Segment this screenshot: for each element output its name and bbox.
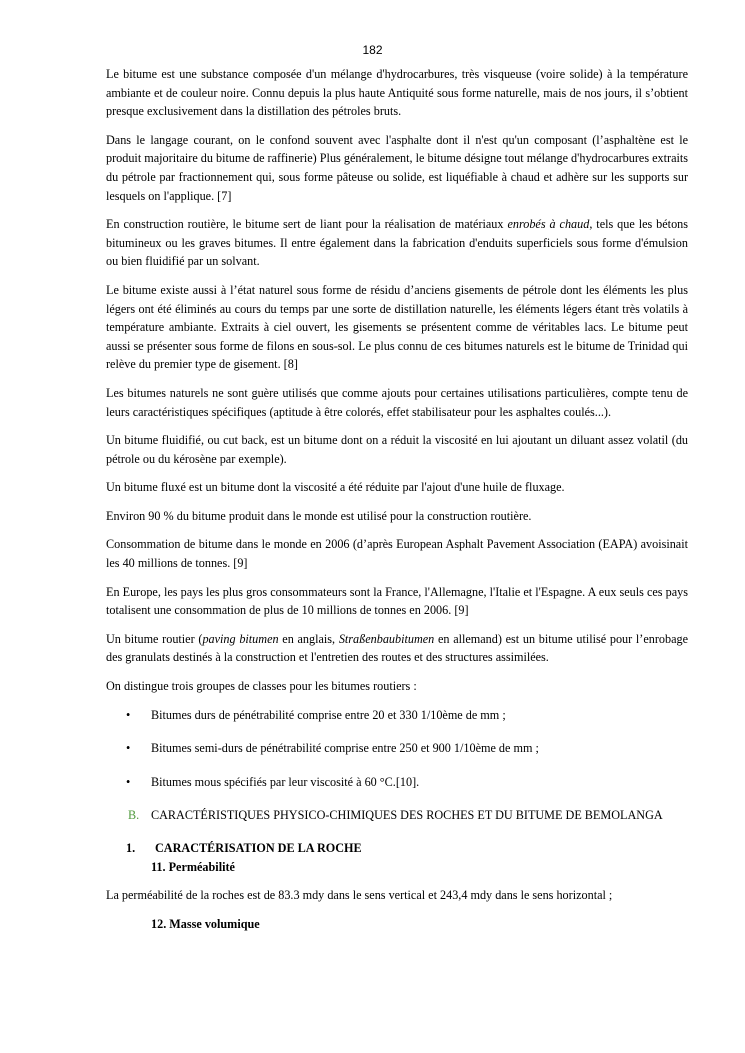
italic-term: enrobés à chaud xyxy=(507,217,590,232)
text: En construction routière, le bitume sert de liant pour la réalisation de matériaux xyxy=(106,217,508,232)
list-item xyxy=(106,773,688,792)
paragraph-construction xyxy=(106,215,688,271)
section-number: 1. xyxy=(126,841,136,855)
bullet-icon: • xyxy=(126,774,131,789)
bullet-icon: • xyxy=(126,741,131,756)
text: en allemand) est un bitume utilisé pour l’enrobage des granulats destinés à la construction et l'entretien des routes et des structures assimilées. xyxy=(106,631,689,665)
list-item-text: Bitumes durs de pénétrabilité comprise entre 20 et 330 1/10ème de mm ; xyxy=(151,707,506,722)
page-body xyxy=(106,65,688,933)
paragraph-bitumes-naturels: Les bitumes naturels ne sont guère utilisés que comme ajouts pour certaines utilisations particulières, compte tenu de leurs caractéristiques spécifiques (aptitude à être colorés, effet stabilisateur pour les asphaltes coulés...). xyxy=(106,385,688,419)
bullet-icon: • xyxy=(126,707,131,722)
section-title: CARACTÉRISATION DE LA ROCHE xyxy=(155,841,362,855)
section-title: CARACTÉRISTIQUES PHYSICO-CHIMIQUES DES ROCHES ET DU BITUME DE BEMOLANGA xyxy=(151,808,663,823)
list-item xyxy=(106,706,688,725)
text: Un bitume routier ( xyxy=(106,631,203,646)
paragraph-naturel: Le bitume existe aussi à l’état naturel sous forme de résidu d’anciens gisements de pétrole dont les éléments les plus légers ont été éliminés au cours du temps par une sorte de distillation naturelle, les éléments légers étant très volatils à température ambiante. Extraits à ciel ouvert, les gisements se présentent comme de véritables lacs. Le bitume peut aussi se présenter sous forme de filons en sous-sol. Le plus connu de ces bitumes naturels est le bitume de Trinidad qui relève du premier type de gisement. [8] xyxy=(106,282,688,372)
paragraph-asphalte: Dans le langage courant, on le confond souvent avec l'asphalte dont il n'est qu'un composant (l’asphaltène est le produit majoritaire du bitume de raffinerie) Plus généralement, le bitume désigne tout mélange d'hydrocarbures extraits du pétrole par fractionnement qui, sous forme pâteuse ou solide, est liquéfiable à chaud et adhère sur les supports sur lesquels on l'applique. [7] xyxy=(106,132,688,203)
text: , tels que les bétons bitumineux ou les graves bitumes. Il entre également dans la fabrication d'enduits superficiels sous forme d'émulsion ou bien fluidifié par un solvant. xyxy=(106,217,688,269)
text: en anglais, xyxy=(278,631,339,646)
paragraph-definition: Le bitume est une substance composée d'un mélange d'hydrocarbures, très visqueuse (voire solide) à la température ambiante et de couleur noire. Connu depuis la plus haute Antiquité sous forme naturelle, mais de nos jours, il s’obtient presque exclusivement dans la distillation des pétroles bruts. xyxy=(106,67,688,119)
subsection-permeabilite: 11. Perméabilité xyxy=(151,859,235,874)
paragraph-consommation-monde: Consommation de bitume dans le monde en 2006 (d’après European Asphalt Pavement Association (EAPA) avoisinait les 40 millions de tonnes. [9] xyxy=(106,537,688,571)
section-b-heading xyxy=(106,806,688,825)
italic-term: Straßenbaubitumen xyxy=(338,631,435,646)
list-item-text: Bitumes mous spécifiés par leur viscosité à 60 °C.[10]. xyxy=(151,774,420,789)
italic-term: paving bitumen xyxy=(202,631,279,646)
paragraph-production: Environ 90 % du bitume produit dans le monde est utilisé pour la construction routière. xyxy=(106,508,532,523)
bullet-list xyxy=(106,706,688,792)
section-1-heading xyxy=(106,839,688,858)
list-item-text: Bitumes semi-durs de pénétrabilité comprise entre 250 et 900 1/10ème de mm ; xyxy=(151,741,539,756)
paragraph-consommation-europe: En Europe, les pays les plus gros consommateurs sont la France, l'Allemagne, l'Italie et l'Espagne. A eux seuls ces pays totalisent une consommation de plus de 10 millions de tonnes en 2006. [9] xyxy=(106,584,688,618)
paragraph-fluxe: Un bitume fluxé est un bitume dont la viscosité a été réduite par l'ajout d'une huile de fluxage. xyxy=(106,480,565,495)
paragraph-fluidifie: Un bitume fluidifié, ou cut back, est un bitume dont on a réduit la viscosité en lui ajoutant un diluant assez volatil (du pétrole ou du kérosène par exemple). xyxy=(106,433,688,466)
section-letter: B. xyxy=(128,808,140,823)
paragraph-permeabilite: La perméabilité de la roches est de 83.3 mdy dans le sens vertical et 243,4 mdy dans le sens horizontal ; xyxy=(106,888,613,903)
page-number: 182 xyxy=(362,43,383,57)
subsection-masse-volumique: 12. Masse volumique xyxy=(151,916,260,931)
list-item xyxy=(106,739,688,758)
paragraph-classes-intro: On distingue trois groupes de classes pour les bitumes routiers : xyxy=(106,679,417,694)
paragraph-bitume-routier xyxy=(106,630,688,667)
